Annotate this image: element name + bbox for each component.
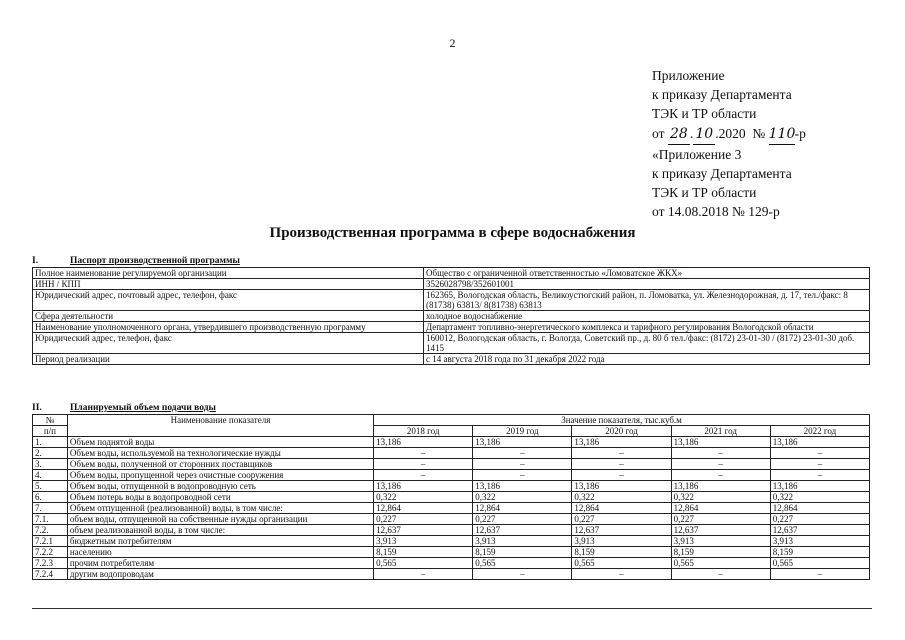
table-row bbox=[33, 558, 870, 569]
table-row bbox=[33, 492, 870, 503]
passport-label: Сфера деятельности bbox=[33, 311, 424, 322]
indicator-value: – bbox=[671, 569, 770, 580]
indicator-value: 3,913 bbox=[671, 536, 770, 547]
indicator-value: 13,186 bbox=[671, 437, 770, 448]
indicator-name: бюджетным потребителям bbox=[67, 536, 373, 547]
row-number: 7.2.1 bbox=[33, 536, 68, 547]
table-row bbox=[33, 536, 870, 547]
indicator-value: 8,159 bbox=[374, 547, 473, 558]
indicator-name: Объем потерь воды в водопроводной сети bbox=[67, 492, 373, 503]
row-number: 7.2. bbox=[33, 525, 68, 536]
indicator-value: 13,186 bbox=[572, 437, 671, 448]
row-number: 1. bbox=[33, 437, 68, 448]
row-number: 7.2.3 bbox=[33, 558, 68, 569]
indicator-value: 3,913 bbox=[770, 536, 869, 547]
row-number: 7.2.2 bbox=[33, 547, 68, 558]
header-value: Значение показателя, тыс.куб.м bbox=[374, 415, 870, 426]
indicator-value: 8,159 bbox=[473, 547, 572, 558]
indicator-value: – bbox=[374, 569, 473, 580]
indicator-value: 12,864 bbox=[473, 503, 572, 514]
indicator-name: Объем отпущенной (реализованной) воды, в том числе: bbox=[67, 503, 373, 514]
indicator-name: Объем воды, пропущенной через очистные сооружения bbox=[67, 470, 373, 481]
indicator-name: Объем поднятой воды bbox=[67, 437, 373, 448]
passport-value: 3526028798/352601001 bbox=[424, 279, 870, 290]
indicator-value: – bbox=[473, 470, 572, 481]
indicator-value: 8,159 bbox=[770, 547, 869, 558]
passport-value: Общество с ограниченной ответственностью «Ломоватское ЖКХ» bbox=[424, 268, 870, 279]
indicator-value: 0,322 bbox=[671, 492, 770, 503]
handwritten-month: 10 bbox=[693, 125, 715, 145]
row-number: 7. bbox=[33, 503, 68, 514]
indicator-name: объем реализованной воды, в том числе: bbox=[67, 525, 373, 536]
passport-label: Юридический адрес, телефон, факс bbox=[33, 333, 424, 354]
section-title: Паспорт производственной программы bbox=[70, 256, 240, 266]
section-2-heading bbox=[32, 403, 216, 413]
water-volume-table bbox=[32, 414, 870, 580]
table-row bbox=[33, 470, 870, 481]
indicator-value: 0,227 bbox=[572, 514, 671, 525]
indicator-value: 0,322 bbox=[374, 492, 473, 503]
indicator-value: 13,186 bbox=[473, 481, 572, 492]
passport-value: с 14 августа 2018 года по 31 декабря 2022 года bbox=[424, 354, 870, 365]
indicator-value: 12,637 bbox=[770, 525, 869, 536]
header-year: 2022 год bbox=[770, 426, 869, 437]
indicator-value: 12,864 bbox=[671, 503, 770, 514]
header-year: 2020 год bbox=[572, 426, 671, 437]
indicator-value: 0,227 bbox=[671, 514, 770, 525]
table-row bbox=[33, 322, 870, 333]
indicator-value: – bbox=[671, 459, 770, 470]
indicator-value: 8,159 bbox=[671, 547, 770, 558]
row-number: 2. bbox=[33, 448, 68, 459]
table-row bbox=[33, 514, 870, 525]
indicator-value: 0,227 bbox=[374, 514, 473, 525]
indicator-value: 3,913 bbox=[374, 536, 473, 547]
indicator-value: – bbox=[770, 470, 869, 481]
indicator-value: 12,864 bbox=[374, 503, 473, 514]
section-title: Планируемый объем подачи воды bbox=[70, 403, 216, 413]
passport-value: холодное водоснабжение bbox=[424, 311, 870, 322]
document-title: Производственная программа в сфере водоснабжения bbox=[269, 225, 636, 241]
indicator-value: – bbox=[572, 569, 671, 580]
indicator-value: 0,565 bbox=[770, 558, 869, 569]
indicator-value: 3,913 bbox=[572, 536, 671, 547]
indicator-value: – bbox=[572, 459, 671, 470]
indicator-value: – bbox=[374, 459, 473, 470]
indicator-value: – bbox=[572, 470, 671, 481]
indicator-name: Объем воды, отпущенной в водопроводную сеть bbox=[67, 481, 373, 492]
indicator-name: населению bbox=[67, 547, 373, 558]
indicator-value: – bbox=[770, 459, 869, 470]
indicator-value: 0,227 bbox=[473, 514, 572, 525]
appendix-line: к приказу Департамента bbox=[652, 166, 792, 182]
table-header-row bbox=[33, 415, 870, 426]
indicator-value: – bbox=[473, 569, 572, 580]
appendix-block bbox=[652, 66, 806, 222]
date-prefix: от bbox=[652, 125, 665, 141]
header-year: 2018 год bbox=[374, 426, 473, 437]
row-number: 7.2.4 bbox=[33, 569, 68, 580]
indicator-value: – bbox=[671, 470, 770, 481]
appendix-line: «Приложение 3 bbox=[652, 146, 742, 162]
row-number: 7.1. bbox=[33, 514, 68, 525]
indicator-value: – bbox=[572, 448, 671, 459]
indicator-value: 12,637 bbox=[374, 525, 473, 536]
passport-value: 162365, Вологодская область, Великоустюгский район, п. Ломоватка, ул. Железнодорожная, д. 17, тел./факс: 8 (81738) 63813/ 8(81738) 63813 bbox=[424, 290, 870, 311]
indicator-name: Объем воды, используемой на технологические нужды bbox=[67, 448, 373, 459]
passport-label: Полное наименование регулируемой организации bbox=[33, 268, 424, 279]
date-year: .2020 bbox=[715, 125, 746, 141]
header-num: п/п bbox=[33, 426, 68, 437]
indicator-value: 0,322 bbox=[770, 492, 869, 503]
indicator-value: 12,637 bbox=[572, 525, 671, 536]
table-row bbox=[33, 525, 870, 536]
passport-label: ИНН / КПП bbox=[33, 279, 424, 290]
section-1-heading bbox=[32, 256, 240, 266]
indicator-value: 0,565 bbox=[572, 558, 671, 569]
indicator-value: – bbox=[473, 459, 572, 470]
row-number: 3. bbox=[33, 459, 68, 470]
table-row bbox=[33, 354, 870, 365]
passport-label: Наименование уполномоченного органа, утвердившего производственную программу bbox=[33, 322, 424, 333]
indicator-value: – bbox=[770, 569, 869, 580]
number-suffix: -р bbox=[794, 125, 806, 141]
indicator-name: другим водопроводам bbox=[67, 569, 373, 580]
bottom-rule bbox=[32, 608, 872, 609]
indicator-value: 0,565 bbox=[374, 558, 473, 569]
indicator-value: 13,186 bbox=[572, 481, 671, 492]
indicator-value: 13,186 bbox=[374, 481, 473, 492]
table-row bbox=[33, 481, 870, 492]
indicator-value: 0,565 bbox=[473, 558, 572, 569]
row-number: 5. bbox=[33, 481, 68, 492]
row-number: 6. bbox=[33, 492, 68, 503]
indicator-value: – bbox=[473, 448, 572, 459]
indicator-value: – bbox=[374, 470, 473, 481]
table-row bbox=[33, 333, 870, 354]
indicator-value: 13,186 bbox=[473, 437, 572, 448]
indicator-name: объем воды, отпущенной на собственные нужды организации bbox=[67, 514, 373, 525]
indicator-value: – bbox=[374, 448, 473, 459]
appendix-line: Приложение bbox=[652, 68, 725, 83]
handwritten-number: 110 bbox=[769, 125, 795, 145]
indicator-value: 8,159 bbox=[572, 547, 671, 558]
indicator-value: 13,186 bbox=[770, 481, 869, 492]
header-indicator-name: Наименование показателя bbox=[67, 415, 373, 437]
section-number: II. bbox=[32, 403, 42, 413]
indicator-value: 12,637 bbox=[671, 525, 770, 536]
indicator-value: 0,565 bbox=[671, 558, 770, 569]
passport-table bbox=[32, 267, 870, 365]
indicator-value: 13,186 bbox=[671, 481, 770, 492]
indicator-value: 0,322 bbox=[473, 492, 572, 503]
table-row bbox=[33, 290, 870, 311]
table-row bbox=[33, 503, 870, 514]
page-number: 2 bbox=[449, 36, 456, 50]
row-number: 4. bbox=[33, 470, 68, 481]
table-row bbox=[33, 459, 870, 470]
appendix-date-line: от 28 . 10 .2020 № 110-р bbox=[652, 124, 806, 145]
table-row bbox=[33, 437, 870, 448]
passport-label: Период реализации bbox=[33, 354, 424, 365]
appendix-line: от 14.08.2018 № 129-р bbox=[652, 204, 780, 220]
appendix-line: ТЭК и ТР области bbox=[652, 185, 757, 201]
indicator-value: – bbox=[770, 448, 869, 459]
table-row bbox=[33, 268, 870, 279]
table-row bbox=[33, 279, 870, 290]
appendix-line: ТЭК и ТР области bbox=[652, 106, 757, 122]
indicator-value: 12,864 bbox=[572, 503, 671, 514]
passport-value: Департамент топливно-энергетического комплекса и тарифного регулирования Вологодской области bbox=[424, 322, 870, 333]
table-row bbox=[33, 311, 870, 322]
indicator-value: – bbox=[671, 448, 770, 459]
section-number: I. bbox=[32, 256, 39, 266]
indicator-value: 12,637 bbox=[473, 525, 572, 536]
indicator-value: 12,864 bbox=[770, 503, 869, 514]
table-row bbox=[33, 569, 870, 580]
indicator-value: 3,913 bbox=[473, 536, 572, 547]
table-row bbox=[33, 448, 870, 459]
header-year: 2019 год bbox=[473, 426, 572, 437]
indicator-name: прочим потребителям bbox=[67, 558, 373, 569]
indicator-value: 0,227 bbox=[770, 514, 869, 525]
passport-value: 160012, Вологодская область, г. Вологда, Советский пр., д. 80 б тел./факс: (8172) 23-01-30 / (8172) 23-01-30 доб. 1415 bbox=[424, 333, 870, 354]
number-prefix: № bbox=[752, 125, 766, 141]
indicator-value: 13,186 bbox=[374, 437, 473, 448]
handwritten-day: 28 bbox=[668, 125, 690, 145]
appendix-line: к приказу Департамента bbox=[652, 87, 792, 103]
passport-label: Юридический адрес, почтовый адрес, телефон, факс bbox=[33, 290, 424, 311]
indicator-value: 0,322 bbox=[572, 492, 671, 503]
header-year: 2021 год bbox=[671, 426, 770, 437]
indicator-name: Объем воды, полученной от сторонних поставщиков bbox=[67, 459, 373, 470]
table-row bbox=[33, 547, 870, 558]
indicator-value: 13,186 bbox=[770, 437, 869, 448]
header-num: № bbox=[33, 415, 68, 426]
